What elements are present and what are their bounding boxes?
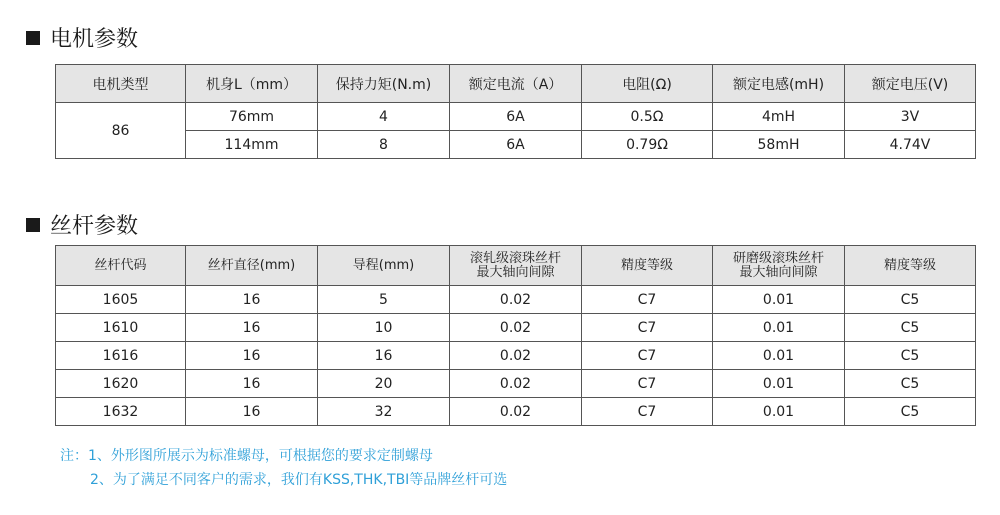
header-inductance: 额定电感(mH)	[713, 65, 845, 103]
header-ground-clearance	[713, 246, 845, 286]
header-rated-voltage: 额定电压(V)	[845, 65, 976, 103]
table-cell: 20	[318, 370, 450, 398]
table-cell: 6A	[450, 131, 582, 159]
table-cell: 1632	[56, 398, 186, 426]
table-cell: 16	[186, 370, 318, 398]
table-row	[56, 286, 976, 314]
table-cell: 10	[318, 314, 450, 342]
table-row	[56, 398, 976, 426]
table-cell: 0.02	[450, 398, 582, 426]
table-cell: C5	[845, 314, 976, 342]
table-cell: 16	[186, 314, 318, 342]
table-cell: 32	[318, 398, 450, 426]
table-cell: 76mm	[186, 103, 318, 131]
header-resistance: 电阻(Ω)	[582, 65, 713, 103]
table-header-row	[56, 246, 976, 286]
motor-type-cell: 86	[56, 103, 186, 159]
table-cell: 0.01	[713, 398, 845, 426]
table-row	[56, 103, 976, 131]
header-rated-current: 额定电流（A）	[450, 65, 582, 103]
table-cell: C5	[845, 342, 976, 370]
square-bullet-icon	[26, 218, 40, 232]
table-cell: 16	[186, 342, 318, 370]
table-cell: 8	[318, 131, 450, 159]
screw-title-text: 丝杆参数	[50, 214, 139, 239]
table-cell: 0.02	[450, 286, 582, 314]
screw-section-title	[26, 209, 138, 240]
table-cell: 0.02	[450, 370, 582, 398]
table-cell: 0.79Ω	[582, 131, 713, 159]
header-line: 最大轴向间隙	[739, 264, 818, 280]
table-cell: C7	[582, 370, 713, 398]
table-cell: C7	[582, 398, 713, 426]
table-cell: 0.01	[713, 370, 845, 398]
table-cell: C7	[582, 342, 713, 370]
table-cell: 1620	[56, 370, 186, 398]
table-cell: 0.02	[450, 342, 582, 370]
header-precision-grade: 精度等级	[582, 246, 713, 286]
table-cell: C7	[582, 286, 713, 314]
header-rolled-clearance	[450, 246, 582, 286]
table-row	[56, 370, 976, 398]
table-cell: 1616	[56, 342, 186, 370]
table-cell: 16	[186, 398, 318, 426]
header-precision-grade-2: 精度等级	[845, 246, 976, 286]
table-header-row	[56, 65, 976, 103]
table-row	[56, 314, 976, 342]
table-cell: 3V	[845, 103, 976, 131]
header-lead: 导程(mm)	[318, 246, 450, 286]
table-cell: 1610	[56, 314, 186, 342]
square-bullet-icon	[26, 31, 40, 45]
table-cell: 114mm	[186, 131, 318, 159]
table-cell: 0.01	[713, 342, 845, 370]
header-screw-diameter: 丝杆直径(mm)	[186, 246, 318, 286]
table-cell: C5	[845, 286, 976, 314]
header-screw-code: 丝杆代码	[56, 246, 186, 286]
table-cell: 0.02	[450, 314, 582, 342]
table-cell: 0.5Ω	[582, 103, 713, 131]
table-cell: 0.01	[713, 314, 845, 342]
table-cell: C7	[582, 314, 713, 342]
header-body-length: 机身L（mm）	[186, 65, 318, 103]
table-cell: 16	[186, 286, 318, 314]
table-cell: 4.74V	[845, 131, 976, 159]
table-cell: 5	[318, 286, 450, 314]
note-line-2: 2、为了满足不同客户的需求，我们有KSS,THK,TBI等品牌丝杆可选	[90, 472, 508, 488]
motor-section-title	[26, 22, 138, 53]
motor-params-table	[55, 64, 976, 159]
motor-title-text: 电机参数	[50, 27, 139, 52]
table-cell: 16	[318, 342, 450, 370]
table-cell: 6A	[450, 103, 582, 131]
table-cell: 4mH	[713, 103, 845, 131]
header-holding-torque: 保持力矩(N.m)	[318, 65, 450, 103]
header-motor-type: 电机类型	[56, 65, 186, 103]
table-row	[56, 342, 976, 370]
header-line: 最大轴向间隙	[476, 264, 555, 280]
note-line-1: 注：1、外形图所展示为标准螺母，可根据您的要求定制螺母	[60, 448, 433, 464]
table-cell: C5	[845, 398, 976, 426]
screw-params-table	[55, 245, 976, 426]
table-cell: 1605	[56, 286, 186, 314]
table-cell: 58mH	[713, 131, 845, 159]
header-line: 滚轧级滚珠丝杆	[469, 250, 561, 266]
table-cell: 0.01	[713, 286, 845, 314]
table-cell: C5	[845, 370, 976, 398]
table-cell: 4	[318, 103, 450, 131]
table-row	[56, 131, 976, 159]
header-line: 研磨级滚珠丝杆	[732, 250, 824, 266]
